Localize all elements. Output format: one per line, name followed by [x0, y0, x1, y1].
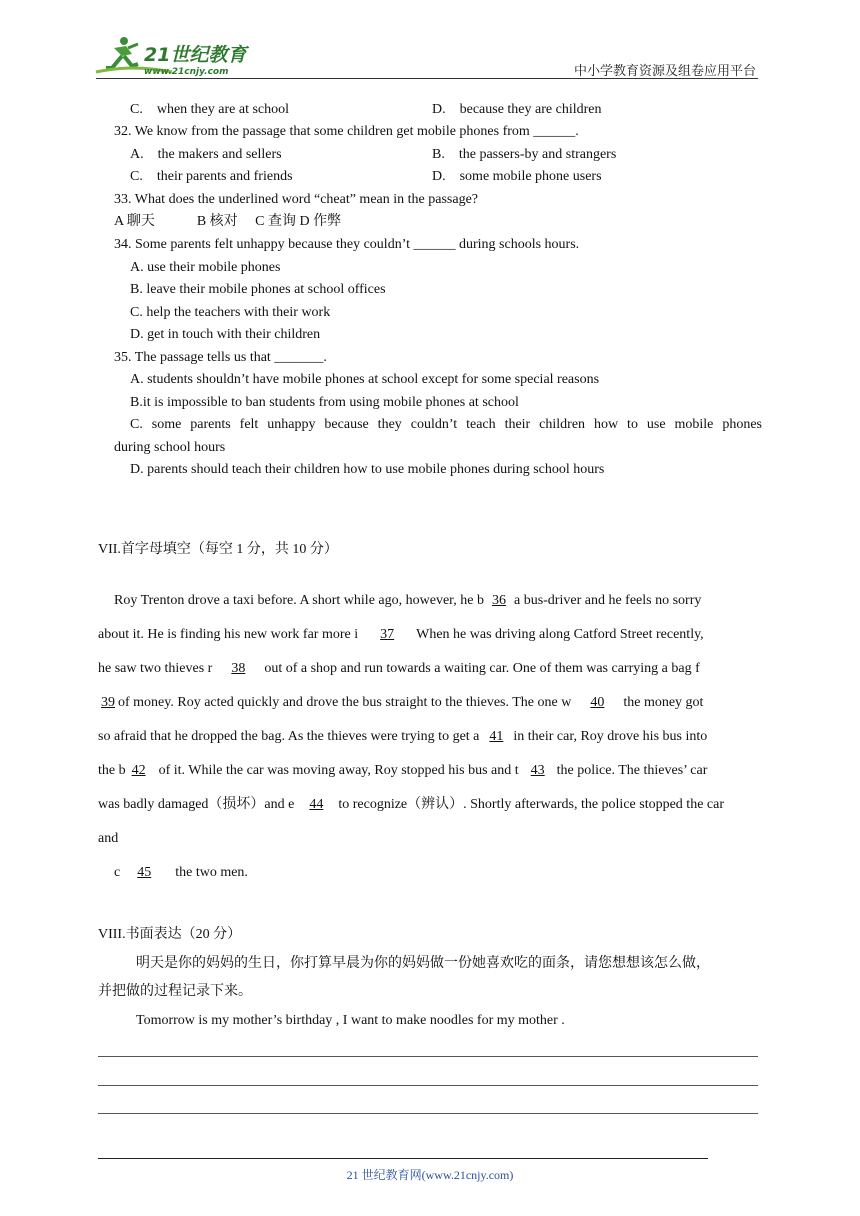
- q32-option-d: D. some mobile phone users: [432, 169, 602, 184]
- logo-text: 21世纪教育: [144, 44, 247, 66]
- footer-text: 21 世纪教育网(www.21cnjy.com): [346, 1168, 514, 1182]
- blank-40: 40: [590, 695, 605, 710]
- logo: [92, 34, 262, 78]
- writing-line-1[interactable]: [98, 1056, 758, 1057]
- q35-option-d: D. parents should teach their children how to use mobile phones during school hours: [130, 462, 605, 477]
- cloze-line-9: c 45 the two men.: [114, 865, 248, 880]
- q32-option-c: C. their parents and friends: [130, 169, 293, 184]
- blank-43: 43: [530, 763, 545, 778]
- q33-stem: [114, 191, 478, 209]
- blank-42: 42: [131, 763, 146, 778]
- cloze-line-2: about it. He is finding his new work far more i 37 When he was driving along Catford Street recently,: [98, 627, 704, 642]
- q31-option-c: C. when they are at school: [130, 102, 290, 117]
- cloze-line-1: Roy Trenton drove a taxi before. A short while ago, however, he b 36 a bus-driver and he feels no sorry: [114, 593, 702, 608]
- q35-option-c-line1: C. some parents felt unhappy because they couldn’t teach their children how to use mobile phones: [130, 417, 762, 432]
- q34-option-b: B. leave their mobile phones at school offices: [130, 282, 386, 297]
- blank-45: 45: [137, 865, 152, 880]
- q32-option-a: A. the makers and sellers: [130, 147, 282, 162]
- writing-starter: Tomorrow is my mother’s birthday , I want to make noodles for my mother .: [136, 1013, 565, 1028]
- blank-36: 36: [491, 593, 506, 608]
- section8-title: VIII.书面表达（20 分）: [98, 927, 242, 942]
- cloze-line-3: he saw two thieves r 38 out of a shop and run towards a waiting car. One of them was carrying a bag f: [98, 661, 700, 676]
- cloze-line-7: was badly damaged（损坏）and e 44 to recognize（辨认）. Shortly afterwards, the police stopped the car: [98, 797, 724, 812]
- cloze-line-8: and: [98, 831, 119, 846]
- footer-divider: [98, 1158, 708, 1159]
- q33-stem-after: ” mean in the passage?: [349, 192, 478, 207]
- writing-line-3[interactable]: [98, 1113, 758, 1114]
- blank-39: 39: [101, 695, 115, 710]
- blank-44: 44: [309, 797, 324, 812]
- q35-option-a: A. students shouldn’t have mobile phones at school except for some special reasons: [130, 372, 600, 387]
- q31-option-d: D. because they are children: [432, 102, 602, 117]
- writing-prompt-line2: 并把做的过程记录下来。: [98, 984, 252, 999]
- section7-title: VII.首字母填空（每空 1 分，共 10 分）: [98, 542, 338, 557]
- q35-option-c-line2: during school hours: [114, 440, 226, 455]
- q33-stem-before: 33. What does the underlined word “: [114, 192, 321, 207]
- blank-38: 38: [231, 661, 246, 676]
- q35-option-b: B.it is impossible to ban students from using mobile phones at school: [130, 395, 519, 410]
- logo-url: www.21cnjy.com: [144, 67, 229, 77]
- q32-option-b: B. the passers-by and strangers: [432, 147, 617, 162]
- cloze-line-6: the b 42 of it. While the car was moving away, Roy stopped his bus and t 43 the police. The thieves’ car: [98, 763, 708, 778]
- writing-prompt-line1: 明天是你的妈妈的生日，你打算早晨为你的妈妈做一份她喜欢吃的面条，请您想想该怎么做，: [136, 956, 710, 971]
- blank-37: 37: [380, 627, 395, 642]
- blank-41: 41: [489, 729, 504, 744]
- cloze-line-4: 39 of money. Roy acted quickly and drove the bus straight to the thieves. The one w 40 the money got: [98, 694, 703, 712]
- q33-options: A 聊天 B 核对 C 查询 D 作弊: [114, 214, 342, 229]
- q35-stem: 35. The passage tells us that _______.: [114, 350, 327, 365]
- q34-option-a: A. use their mobile phones: [130, 260, 281, 275]
- q33-underlined-word: cheat: [320, 192, 350, 207]
- platform-name: 中小学教育资源及组卷应用平台: [573, 63, 756, 78]
- q34-stem: 34. Some parents felt unhappy because they couldn’t ______ during schools hours.: [114, 237, 580, 252]
- q32-stem: 32. We know from the passage that some children get mobile phones from ______.: [114, 124, 579, 139]
- q34-option-d: D. get in touch with their children: [130, 327, 321, 342]
- cloze-line-5: so afraid that he dropped the bag. As the thieves were trying to get a 41 in their car, Roy drove his bus into: [98, 729, 708, 744]
- q34-option-c: C. help the teachers with their work: [130, 305, 331, 320]
- writing-line-2[interactable]: [98, 1085, 758, 1086]
- header-divider: [96, 78, 758, 79]
